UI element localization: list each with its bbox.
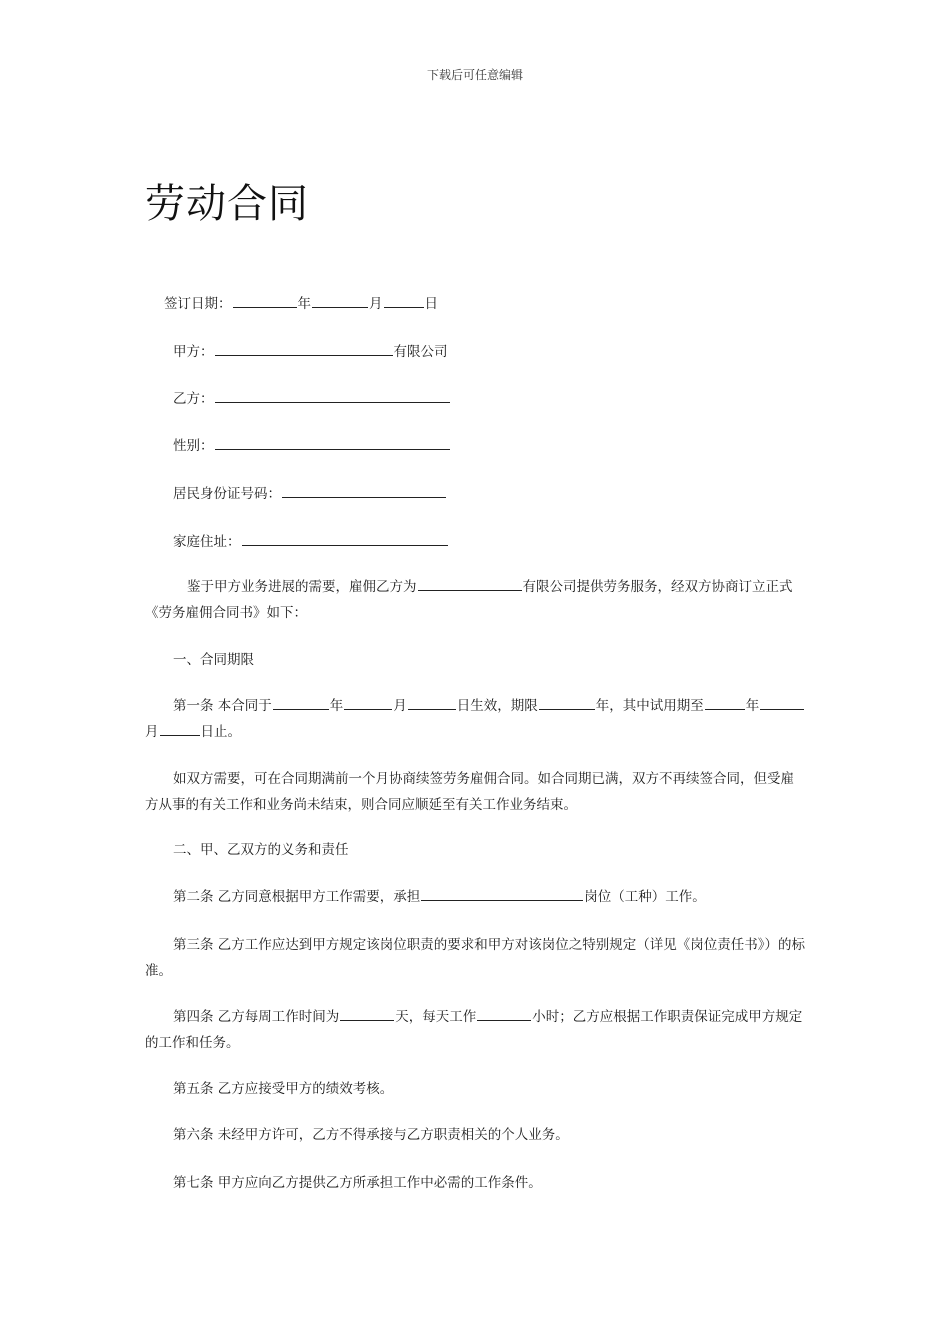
company-blank — [418, 576, 522, 591]
party-b-blank — [215, 388, 450, 403]
article-1-text-2: 年 — [329, 698, 344, 714]
article-4-text-1: 第四条 乙方每周工作时间为 — [173, 1009, 340, 1025]
article-1-text-5: 年，其中试用期至 — [595, 698, 704, 714]
month-blank — [312, 293, 368, 308]
article-1-blank-6 — [760, 695, 804, 710]
article-1-blank-2 — [344, 695, 392, 710]
article-4-text-3: 小时；乙方应根据工作职责保证完成甲方规定的工作和任务。 — [145, 1009, 803, 1051]
party-b-label: 乙方： — [173, 391, 214, 407]
article-1-blank-4 — [539, 695, 595, 710]
article-1-blank-7 — [160, 721, 200, 736]
renewal-paragraph: 如双方需要，可在合同期满前一个月协商续签劳务雇佣合同。如合同期已满，双方不再续签合同，但受雇方从事的有关工作和业务尚未结束，则合同应顺延至有关工作业务结束。 — [145, 771, 794, 813]
article-1-text-4: 日生效，期限 — [456, 698, 538, 714]
id-label: 居民身份证号码： — [173, 486, 281, 502]
address-line — [173, 531, 449, 552]
gender-label: 性别： — [173, 438, 214, 454]
article-4-blank-1 — [340, 1006, 394, 1021]
article-2-text-1: 第二条 乙方同意根据甲方工作需要，承担 — [173, 889, 421, 905]
day-label: 日 — [424, 296, 438, 312]
sign-date-label: 签订日期： — [164, 296, 232, 312]
document-title: 劳动合同 — [145, 181, 309, 227]
article-4-blank-2 — [477, 1006, 531, 1021]
party-a-line — [173, 341, 448, 362]
article-4 — [145, 1004, 807, 1056]
article-7: 第七条 甲方应向乙方提供乙方所承担工作中必需的工作条件。 — [173, 1175, 542, 1191]
id-line — [173, 483, 447, 504]
address-blank — [242, 531, 448, 546]
party-b-line — [173, 388, 451, 409]
header-note: 下载后可任意编辑 — [426, 68, 523, 82]
article-3: 第三条 乙方工作应达到甲方规定该岗位职责的要求和甲方对该岗位之特别规定（详见《岗位责任书》）的标准。 — [145, 937, 806, 979]
article-5: 第五条 乙方应接受甲方的绩效考核。 — [173, 1081, 394, 1097]
article-6: 第六条 未经甲方许可，乙方不得承接与乙方职责相关的个人业务。 — [173, 1127, 569, 1143]
gender-blank — [215, 435, 450, 450]
article-1-text-7: 月 — [145, 724, 159, 740]
article-4-text-2: 天，每天工作 — [395, 1009, 477, 1025]
article-1 — [145, 693, 807, 745]
article-2 — [145, 884, 807, 910]
article-1-blank-5 — [705, 695, 745, 710]
intro-paragraph — [145, 574, 807, 626]
party-a-label: 甲方： — [173, 344, 214, 360]
party-a-blank — [215, 341, 393, 356]
address-label: 家庭住址： — [173, 534, 241, 550]
year-blank — [233, 293, 297, 308]
article-1-text-1: 第一条 本合同于 — [173, 698, 272, 714]
section-1-heading: 一、合同期限 — [173, 652, 254, 668]
year-label: 年 — [297, 296, 311, 312]
article-1-blank-3 — [408, 695, 456, 710]
article-1-text-8: 日止。 — [200, 724, 241, 740]
month-label: 月 — [369, 296, 383, 312]
article-1-blank-1 — [273, 695, 329, 710]
section-2-heading: 二、甲、乙双方的义务和责任 — [173, 842, 349, 858]
article-2-blank — [421, 886, 583, 901]
gender-line — [173, 435, 451, 456]
intro-text-1: 鉴于甲方业务进展的需要，雇佣乙方为 — [187, 579, 417, 595]
article-1-text-3: 月 — [393, 698, 407, 714]
article-2-text-2: 岗位（工种）工作。 — [584, 889, 706, 905]
party-a-suffix: 有限公司 — [393, 344, 448, 360]
article-1-text-6: 年 — [745, 698, 760, 714]
day-blank — [384, 293, 424, 308]
id-blank — [282, 483, 446, 498]
intro-text-2: 有限公司提供劳务服务，经双方协商订立正式《劳务雇佣合同书》如下： — [145, 579, 793, 621]
sign-date-line — [164, 293, 438, 314]
